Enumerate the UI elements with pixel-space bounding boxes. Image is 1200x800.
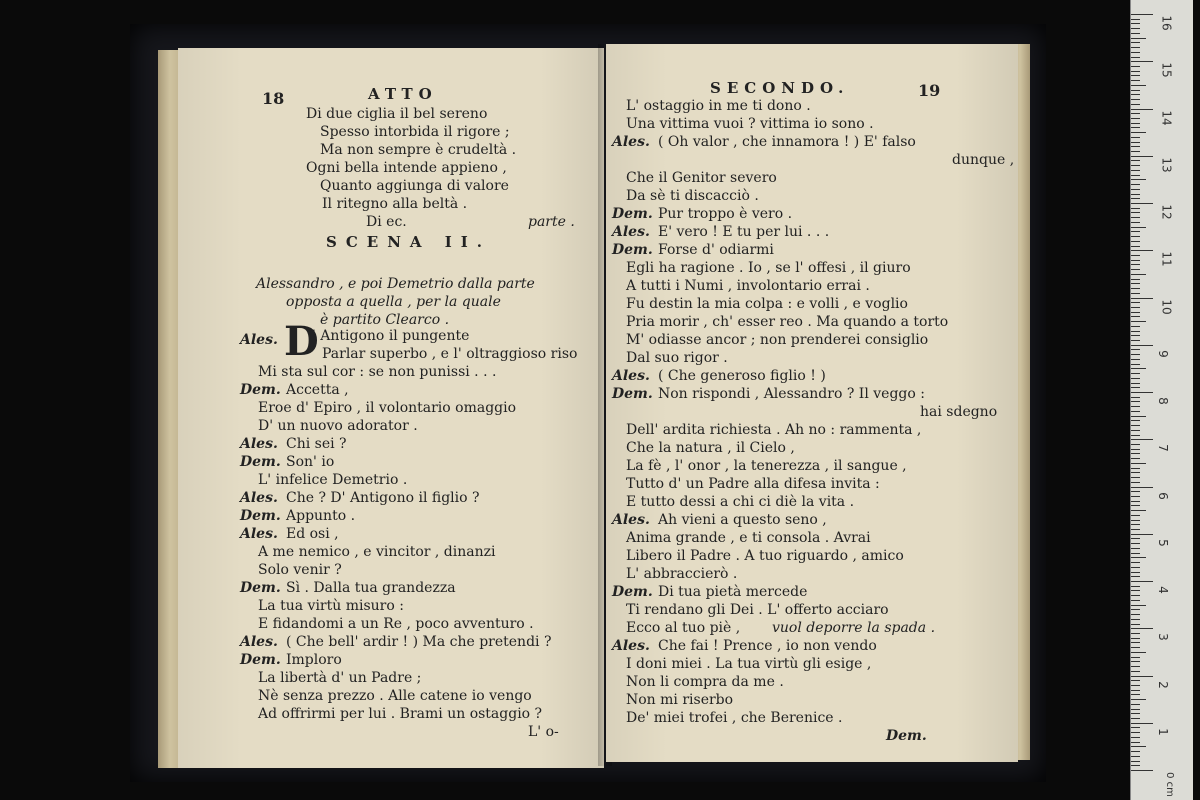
ruler-tick — [1131, 293, 1140, 294]
ruler-tick — [1131, 241, 1140, 242]
ruler-tick — [1131, 57, 1140, 58]
text-line: Dal suo rigor . — [626, 350, 728, 366]
ruler-tick — [1131, 194, 1140, 195]
text-line: Ogni bella intende appieno , — [306, 160, 507, 176]
ruler-tick — [1131, 75, 1140, 76]
ruler-tick — [1131, 453, 1140, 454]
ruler-tick — [1131, 529, 1140, 530]
text-line: Mi sta sul cor : se non punissi . . . — [258, 364, 497, 380]
ruler-tick — [1131, 326, 1140, 327]
speaker-label: Dem. — [886, 728, 927, 744]
text-line: D' un nuovo adorator . — [258, 418, 418, 434]
ruler-tick — [1131, 628, 1153, 629]
ruler-number: 2 — [1155, 680, 1170, 689]
ruler-tick — [1131, 127, 1140, 128]
ruler-tick — [1131, 118, 1140, 119]
ruler-tick — [1131, 246, 1140, 247]
text-line: ' Antigono il pungente — [312, 328, 470, 344]
ruler-tick — [1131, 676, 1153, 677]
ruler-tick — [1131, 359, 1140, 360]
ruler-tick — [1131, 685, 1140, 686]
ruler-tick — [1131, 364, 1140, 365]
ruler-unit: 0 cm — [1163, 772, 1175, 797]
ruler-tick — [1131, 397, 1140, 398]
ruler-tick — [1131, 520, 1140, 521]
text-line: Egli ha ragione . Io , se l' offesi , il giuro — [626, 260, 911, 276]
ruler-tick — [1131, 260, 1140, 261]
ruler-tick — [1131, 14, 1153, 15]
ruler-tick — [1131, 373, 1140, 374]
text-line: Appunto . — [286, 508, 356, 524]
text-line: M' odiasse ancor ; non prenderei consiglio — [626, 332, 929, 348]
speaker-label: Dem. — [240, 580, 281, 596]
text-line: Nè senza prezzo . Alle catene io vengo — [258, 688, 532, 704]
ruler-tick — [1131, 742, 1140, 743]
ruler-tick — [1131, 387, 1140, 388]
text-line: Non mi riserbo — [626, 692, 734, 708]
text-line: Di ec. — [366, 214, 407, 230]
ruler-tick — [1131, 236, 1140, 237]
text-line: L' ostaggio in me ti dono . — [626, 98, 811, 114]
stage-direction: opposta a quella , per la quale — [286, 294, 501, 310]
scene-title: SCENA II. — [326, 233, 492, 251]
ruler-tick — [1131, 331, 1140, 332]
ruler-tick — [1131, 661, 1140, 662]
text-line: Imploro — [286, 652, 342, 668]
ruler-tick — [1131, 732, 1140, 733]
ruler-tick — [1131, 33, 1140, 34]
speaker-label: Ales. — [612, 224, 650, 240]
ruler-tick — [1131, 463, 1146, 464]
ruler-number: 1 — [1155, 727, 1170, 736]
ruler-tick — [1131, 298, 1153, 299]
text-line: Che il Genitor severo — [626, 170, 777, 186]
text-line: La fè , l' onor , la tenerezza , il sangue , — [626, 458, 907, 474]
ruler-tick — [1131, 28, 1140, 29]
text-line: A me nemico , e vincitor , dinanzi — [258, 544, 496, 560]
ruler-tick — [1131, 23, 1140, 24]
ruler-tick — [1131, 279, 1140, 280]
ruler-tick — [1131, 170, 1140, 171]
ruler-tick — [1131, 113, 1140, 114]
text-line: Solo venir ? — [258, 562, 342, 578]
speaker-label: Dem. — [612, 386, 653, 402]
text-line: E' vero ! E tu per lui . . . — [658, 224, 830, 240]
ruler-tick — [1131, 231, 1140, 232]
ruler-tick — [1131, 765, 1140, 766]
text-line: Ecco al tuo piè , — [626, 620, 741, 636]
ruler-tick — [1131, 718, 1140, 719]
ruler-number: 16 — [1159, 15, 1174, 31]
text-line: L' abbraccierò . — [626, 566, 738, 582]
text-line: E tutto dessi a chi ci diè la vita . — [626, 494, 855, 510]
stage-direction: è partito Clearco . — [320, 312, 450, 328]
speaker-label: Dem. — [612, 584, 653, 600]
text-line: Pur troppo è vero . — [658, 206, 793, 222]
ruler-tick — [1131, 435, 1140, 436]
ruler-tick — [1131, 420, 1140, 421]
speaker-label: Dem. — [240, 652, 281, 668]
text-line: Una vittima vuoi ? vittima io sono . — [626, 116, 874, 132]
ruler-tick — [1131, 515, 1140, 516]
text-line: Ah vieni a questo seno , — [658, 512, 827, 528]
ruler-tick — [1131, 600, 1140, 601]
ruler-tick — [1131, 123, 1140, 124]
speaker-label: Dem. — [612, 242, 653, 258]
text-line: Spesso intorbida il rigore ; — [320, 124, 510, 140]
text-line: Accetta , — [286, 382, 349, 398]
ruler-tick — [1131, 727, 1140, 728]
ruler-tick — [1131, 534, 1153, 535]
ruler-tick — [1131, 227, 1146, 228]
ruler-tick — [1131, 647, 1140, 648]
ruler-tick — [1131, 751, 1140, 752]
ruler-number: 11 — [1159, 251, 1174, 267]
ruler-number: 5 — [1155, 538, 1170, 547]
text-line: Dell' ardita richiesta . Ah no : rammenta , — [626, 422, 922, 438]
speaker-label: Ales. — [240, 332, 278, 348]
text-line: Libero il Padre . A tuo riguardo , amico — [626, 548, 904, 564]
ruler-tick — [1131, 288, 1140, 289]
text-line: Pria morir , ch' esser reo . Ma quando a torto — [626, 314, 949, 330]
page-number: 18 — [262, 89, 285, 108]
ruler-tick — [1131, 132, 1146, 133]
ruler-tick — [1131, 19, 1140, 20]
speaker-label: Dem. — [240, 508, 281, 524]
text-line: Quanto aggiunga di valore — [320, 178, 509, 194]
ruler-tick — [1131, 501, 1140, 502]
ruler-tick — [1131, 690, 1140, 691]
ruler-tick — [1131, 208, 1140, 209]
ruler-tick — [1131, 312, 1140, 313]
ruler-tick — [1131, 652, 1146, 653]
ruler-tick — [1131, 444, 1140, 445]
ruler-tick — [1131, 316, 1140, 317]
ruler-tick — [1131, 468, 1140, 469]
text-line: Ma non sempre è crudeltà . — [320, 142, 517, 158]
ruler-tick — [1131, 146, 1140, 147]
ruler-tick — [1131, 472, 1140, 473]
speaker-label: Dem. — [240, 382, 281, 398]
drop-cap: D — [284, 318, 319, 365]
ruler-number: 6 — [1155, 491, 1170, 500]
stage-direction: Alessandro , e poi Demetrio dalla parte — [256, 276, 535, 292]
speaker-label: Dem. — [240, 454, 281, 470]
text-line: ( Oh valor , che innamora ! ) E' falso — [658, 134, 916, 150]
ruler-tick — [1131, 671, 1140, 672]
ruler-tick — [1131, 439, 1153, 440]
running-header: SECONDO. — [710, 79, 850, 97]
ruler-tick — [1131, 335, 1140, 336]
ruler-tick — [1131, 581, 1153, 582]
ruler-tick — [1131, 38, 1146, 39]
ruler-tick — [1131, 605, 1146, 606]
ruler-tick — [1131, 212, 1140, 213]
ruler-tick — [1131, 572, 1140, 573]
ruler-tick — [1131, 756, 1140, 757]
measuring-ruler — [1130, 0, 1193, 800]
ruler-tick — [1131, 491, 1140, 492]
text-line: Di due ciglia il bel sereno — [306, 106, 488, 122]
ruler-tick — [1131, 614, 1140, 615]
ruler-tick — [1131, 198, 1140, 199]
ruler-tick — [1131, 175, 1140, 176]
text-line: Tutto d' un Padre alla difesa invita : — [626, 476, 880, 492]
ruler-tick — [1131, 538, 1140, 539]
ruler-tick — [1131, 704, 1140, 705]
ruler-tick — [1131, 203, 1153, 204]
ruler-number: 4 — [1155, 586, 1170, 594]
speaker-label: Ales. — [240, 436, 278, 452]
speaker-label: Ales. — [612, 512, 650, 528]
ruler-tick — [1131, 94, 1140, 95]
ruler-tick — [1131, 222, 1140, 223]
running-header: ATTO — [368, 85, 438, 103]
stage-direction: parte . — [528, 214, 575, 230]
ruler-number: 12 — [1159, 204, 1174, 220]
ruler-tick — [1131, 595, 1140, 596]
ruler-number: 3 — [1155, 633, 1170, 642]
ruler-tick — [1131, 302, 1140, 303]
speaker-label: Ales. — [240, 490, 278, 506]
ruler-tick — [1131, 619, 1140, 620]
ruler-tick — [1131, 269, 1140, 270]
speaker-label: Ales. — [612, 368, 650, 384]
ruler-tick — [1131, 160, 1140, 161]
ruler-tick — [1131, 576, 1140, 577]
speaker-label: Ales. — [240, 634, 278, 650]
ruler-tick — [1131, 151, 1140, 152]
ruler-tick — [1131, 184, 1140, 185]
ruler-tick — [1131, 709, 1140, 710]
ruler-tick — [1131, 586, 1140, 587]
ruler-tick — [1131, 66, 1140, 67]
ruler-tick — [1131, 392, 1153, 393]
text-line: Che ? D' Antigono il figlio ? — [286, 490, 480, 506]
ruler-tick — [1131, 99, 1140, 100]
ruler-tick — [1131, 505, 1140, 506]
text-line: Fu destin la mia colpa : e volli , e voglio — [626, 296, 908, 312]
ruler-tick — [1131, 746, 1146, 747]
ruler-tick — [1131, 624, 1140, 625]
ruler-tick — [1131, 496, 1140, 497]
text-line: Da sè ti discacciò . — [626, 188, 759, 204]
speaker-label: Dem. — [612, 206, 653, 222]
ruler-tick — [1131, 250, 1153, 251]
ruler-tick — [1131, 47, 1140, 48]
ruler-number: 7 — [1155, 444, 1170, 453]
ruler-tick — [1131, 590, 1140, 591]
ruler-tick — [1131, 548, 1140, 549]
ruler-tick — [1131, 694, 1140, 695]
ruler-tick — [1131, 52, 1140, 53]
ruler-tick — [1131, 477, 1140, 478]
ruler-tick — [1131, 340, 1140, 341]
text-line: Son' io — [286, 454, 335, 470]
text-line: Ad offrirmi per lui . Brami un ostaggio ? — [258, 706, 543, 722]
text-line: La libertà d' un Padre ; — [258, 670, 422, 686]
ruler-tick — [1131, 383, 1140, 384]
ruler-number: 15 — [1159, 62, 1174, 78]
ruler-tick — [1131, 553, 1140, 554]
ruler-tick — [1131, 510, 1146, 511]
ruler-number: 14 — [1159, 109, 1174, 126]
ruler-tick — [1131, 737, 1140, 738]
ruler-tick — [1131, 368, 1146, 369]
ruler-tick — [1131, 416, 1146, 417]
ruler-tick — [1131, 562, 1140, 563]
text-line: Sì . Dalla tua grandezza — [286, 580, 456, 596]
ruler-number: 8 — [1155, 397, 1170, 405]
ruler-tick — [1131, 638, 1140, 639]
ruler-tick — [1131, 666, 1140, 667]
ruler-tick — [1131, 713, 1140, 714]
text-line: hai sdegno — [920, 404, 998, 420]
text-line: Non li compra da me . — [626, 674, 784, 690]
text-line: dunque , — [952, 152, 1015, 168]
ruler-tick — [1131, 274, 1146, 275]
text-line: ( Che bell' ardir ! ) Ma che pretendi ? — [286, 634, 552, 650]
ruler-tick — [1131, 425, 1140, 426]
text-line: Che la natura , il Cielo , — [626, 440, 795, 456]
page-number: 19 — [918, 81, 941, 100]
ruler-tick — [1131, 567, 1140, 568]
ruler-tick — [1131, 642, 1140, 643]
ruler-tick — [1131, 482, 1140, 483]
speaker-label: Ales. — [612, 638, 650, 654]
text-line: De' miei trofei , che Berenice . — [626, 710, 843, 726]
ruler-tick — [1131, 156, 1153, 157]
text-line: Di tua pietà mercede — [658, 584, 808, 600]
ruler-number: 13 — [1159, 157, 1174, 173]
text-line: Non rispondi , Alessandro ? Il veggo : — [658, 386, 925, 402]
text-line: Il ritegno alla beltà . — [322, 196, 468, 212]
ruler-tick — [1131, 401, 1140, 402]
ruler-tick — [1131, 104, 1140, 105]
text-line: Che fai ! Prence , io non vendo — [658, 638, 877, 654]
ruler-tick — [1131, 524, 1140, 525]
ruler-tick — [1131, 217, 1140, 218]
right-page — [606, 44, 1018, 762]
left-page — [178, 48, 604, 768]
ruler-tick — [1131, 406, 1140, 407]
stage-direction: vuol deporre la spada . — [772, 620, 936, 636]
text-line: Chi sei ? — [286, 436, 347, 452]
ruler-tick — [1131, 487, 1153, 488]
text-line: Anima grande , e ti consola . Avrai — [626, 530, 871, 546]
ruler-tick — [1131, 90, 1140, 91]
ruler-tick — [1131, 557, 1146, 558]
text-line: L' o- — [528, 724, 559, 740]
ruler-number: 9 — [1155, 349, 1170, 358]
ruler-number: 10 — [1159, 298, 1174, 315]
ruler-tick — [1131, 71, 1140, 72]
ruler-tick — [1131, 761, 1140, 762]
text-line: L' infelice Demetrio . — [258, 472, 408, 488]
ruler-tick — [1131, 61, 1153, 62]
text-line: Forse d' odiarmi — [658, 242, 774, 258]
text-line: Eroe d' Epiro , il volontario omaggio — [258, 400, 517, 416]
ruler-tick — [1131, 354, 1140, 355]
ruler-tick — [1131, 633, 1140, 634]
ruler-tick — [1131, 255, 1140, 256]
ruler-tick — [1131, 449, 1140, 450]
ruler-tick — [1131, 345, 1153, 346]
text-line: I doni miei . La tua virtù gli esige , — [626, 656, 872, 672]
ruler-tick — [1131, 189, 1140, 190]
ruler-tick — [1131, 609, 1140, 610]
ruler-tick — [1131, 179, 1146, 180]
ruler-tick — [1131, 264, 1140, 265]
text-line: Ti rendano gli Dei . L' offerto acciaro — [626, 602, 889, 618]
ruler-tick — [1131, 165, 1140, 166]
ruler-tick — [1131, 80, 1140, 81]
speaker-label: Ales. — [612, 134, 650, 150]
ruler-tick — [1131, 699, 1146, 700]
ruler-tick — [1131, 430, 1140, 431]
ruler-tick — [1131, 85, 1146, 86]
text-line: Ed osi , — [286, 526, 339, 542]
text-line: La tua virtù misuro : — [258, 598, 404, 614]
speaker-label: Ales. — [240, 526, 278, 542]
ruler-tick — [1131, 458, 1140, 459]
ruler-tick — [1131, 42, 1140, 43]
ruler-tick — [1131, 307, 1140, 308]
ruler-tick — [1131, 137, 1140, 138]
text-line: ( Che generoso figlio ! ) — [658, 368, 826, 384]
ruler-tick — [1131, 349, 1140, 350]
ruler-tick — [1131, 770, 1153, 771]
text-line: A tutti i Numi , involontario errai . — [626, 278, 870, 294]
ruler-tick — [1131, 680, 1140, 681]
ruler-tick — [1131, 378, 1140, 379]
text-line: E fidandomi a un Re , poco avventuro . — [258, 616, 534, 632]
ruler-tick — [1131, 657, 1140, 658]
ruler-tick — [1131, 283, 1140, 284]
ruler-tick — [1131, 142, 1140, 143]
text-line: Parlar superbo , e l' oltraggioso riso — [322, 346, 578, 362]
ruler-tick — [1131, 109, 1153, 110]
ruler-tick — [1131, 723, 1153, 724]
ruler-tick — [1131, 411, 1140, 412]
ruler-tick — [1131, 321, 1146, 322]
ruler-tick — [1131, 543, 1140, 544]
